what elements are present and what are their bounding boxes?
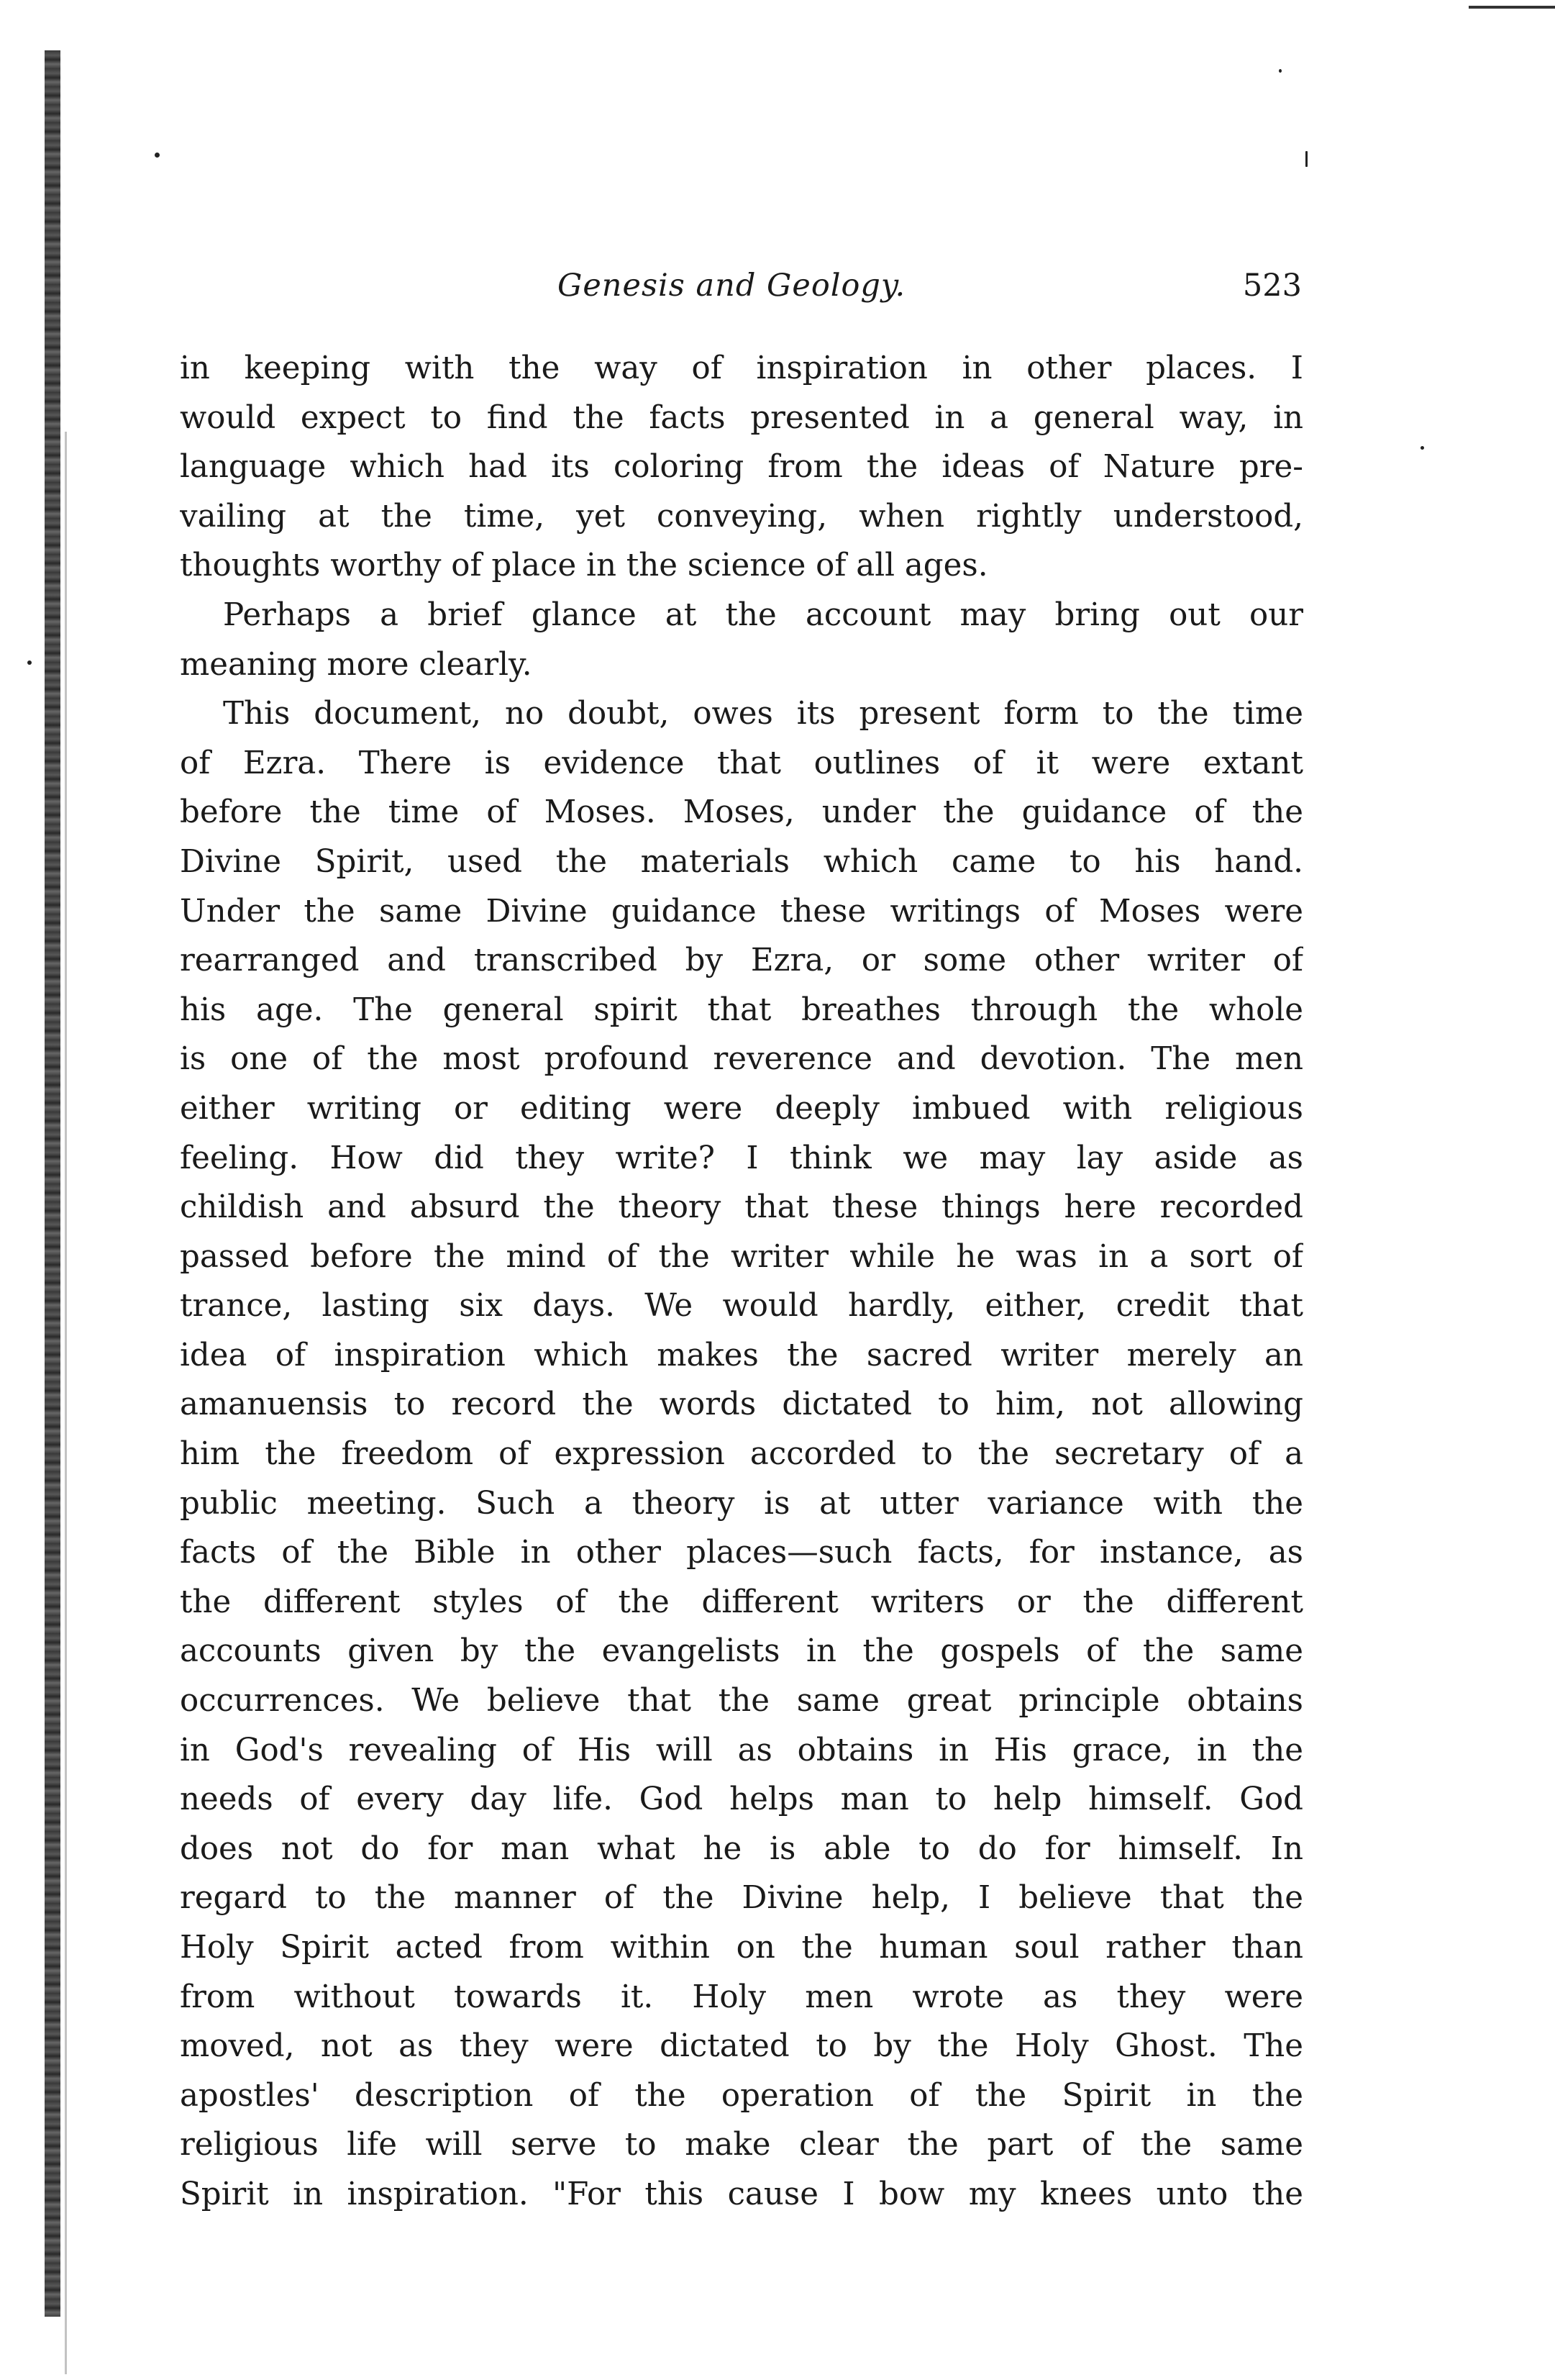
- text-line: occurrences. We believe that the same great principle obtains: [180, 1683, 1303, 1720]
- text-line: childish and absurd the theory that these things here recorded: [180, 1189, 1303, 1226]
- text-line: from without towards it. Holy men wrote as they were: [180, 1979, 1303, 2015]
- text-line: would expect to find the facts presented in a general way, in: [180, 399, 1303, 436]
- page-number: 523: [1242, 268, 1302, 304]
- text-line: Holy Spirit acted from within on the human soul rather than: [180, 1930, 1303, 1966]
- text-line: his age. The general spirit that breathes through the whole: [180, 991, 1303, 1028]
- text-line: feeling. How did they write? I think we may lay aside as: [180, 1140, 1303, 1176]
- text-line: is one of the most profound reverence and devotion. The men: [180, 1041, 1303, 1078]
- text-line: the different styles of the different writers or the different: [180, 1584, 1303, 1620]
- text-line: amanuensis to record the words dictated to him, not allowing: [180, 1386, 1303, 1423]
- scan-speck: [155, 153, 160, 158]
- text-line: meaning more clearly.: [180, 646, 532, 683]
- text-line: thoughts worthy of place in the science of all ages.: [180, 548, 988, 584]
- binding-edge-shadow: [45, 50, 60, 2317]
- text-line: language which had its coloring from the ideas of Nature pre-: [180, 449, 1303, 486]
- text-line: in God's revealing of His will as obtains in His grace, in the: [180, 1732, 1303, 1768]
- scan-speck: [1421, 446, 1424, 450]
- text-line: passed before the mind of the writer while he was in a sort of: [180, 1238, 1303, 1275]
- text-line: Divine Spirit, used the materials which came to his hand.: [180, 843, 1303, 880]
- text-line: moved, not as they were dictated to by the Holy Ghost. The: [180, 2028, 1303, 2065]
- corner-rule: [1469, 6, 1555, 9]
- text-line: rearranged and transcribed by Ezra, or some other writer of: [180, 943, 1303, 979]
- running-title: Genesis and Geology.: [557, 268, 906, 304]
- text-line: regard to the manner of the Divine help, I believe that the: [180, 1880, 1303, 1917]
- scan-speck: [27, 660, 32, 665]
- text-line: facts of the Bible in other places—such facts, for instance, as: [180, 1535, 1303, 1571]
- body-text: [180, 344, 1303, 2220]
- text-line: idea of inspiration which makes the sacred writer merely an: [180, 1337, 1303, 1373]
- binding-edge-line: [65, 432, 67, 2374]
- running-header: [180, 268, 1309, 325]
- text-line: This document, no doubt, owes its present form to the time: [223, 696, 1303, 732]
- text-line: public meeting. Such a theory is at utter variance with the: [180, 1485, 1303, 1522]
- text-line: Under the same Divine guidance these writings of Moses were: [180, 893, 1303, 930]
- text-line: either writing or editing were deeply imbued with religious: [180, 1090, 1303, 1127]
- text-line: Perhaps a brief glance at the account may bring out our: [223, 596, 1303, 633]
- scan-speck: [1305, 151, 1308, 167]
- text-line: Spirit in inspiration. "For this cause I bow my knees unto the: [180, 2176, 1303, 2212]
- text-line: trance, lasting six days. We would hardly, either, credit that: [180, 1288, 1303, 1325]
- text-line: him the freedom of expression accorded to the secretary of a: [180, 1436, 1303, 1473]
- scan-speck: [1279, 69, 1282, 73]
- text-line: does not do for man what he is able to do for himself. In: [180, 1830, 1303, 1867]
- text-line: before the time of Moses. Moses, under the guidance of the: [180, 794, 1303, 831]
- text-line: accounts given by the evangelists in the gospels of the same: [180, 1633, 1303, 1670]
- text-line: in keeping with the way of inspiration in other places. I: [180, 350, 1303, 386]
- text-line: religious life will serve to make clear the part of the same: [180, 2127, 1303, 2163]
- text-line: of Ezra. There is evidence that outlines of it were extant: [180, 745, 1303, 781]
- text-line: apostles' description of the operation of the Spirit in the: [180, 2077, 1303, 2114]
- text-line: needs of every day life. God helps man to help himself. God: [180, 1781, 1303, 1818]
- text-line: vailing at the time, yet conveying, when rightly understood,: [180, 498, 1303, 535]
